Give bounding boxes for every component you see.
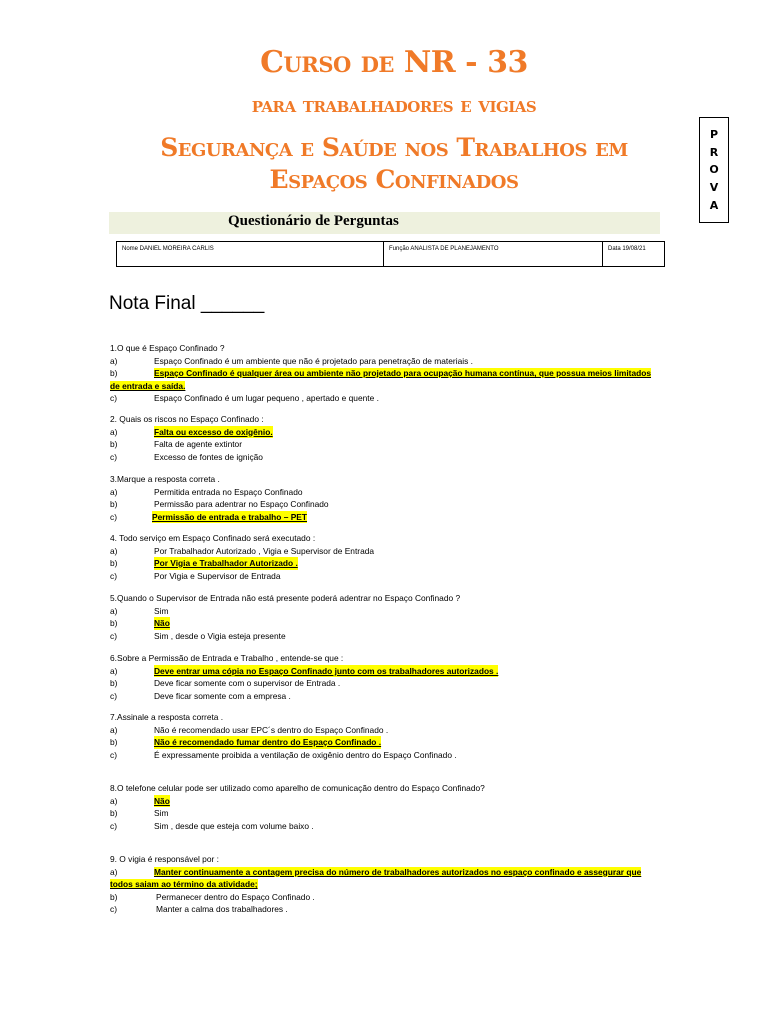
question-9 <box>110 853 670 916</box>
answer-option-correct <box>110 557 670 570</box>
option-label: a) <box>110 795 118 806</box>
option-label: b) <box>110 558 118 568</box>
question-text: 5.Quando o Supervisor de Entrada não está presente poderá adentrar no Espaço Confinado ? <box>110 593 461 603</box>
option-label: c) <box>110 690 117 701</box>
answer-option <box>110 605 670 618</box>
option-text: Deve entrar uma cópia no Espaço Confinado junto com os trabalhadores autorizados . <box>154 665 499 676</box>
answer-option <box>110 451 670 464</box>
option-text: Não <box>154 618 170 628</box>
option-label: a) <box>110 545 118 556</box>
option-text: Por Vigia e Trabalhador Autorizado . <box>154 558 298 568</box>
option-text: Espaço Confinado é um lugar pequeno , apertado e quente . <box>154 393 379 403</box>
option-text: Espaço Confinado é um ambiente que não é projetado para penetração de materiais . <box>154 355 473 366</box>
answer-option-correct <box>110 426 670 439</box>
option-label: c) <box>110 630 117 641</box>
question-7 <box>110 711 670 761</box>
option-text: É expressamente proibida a ventilação de oxigênio dentro do Espaço Confinado . <box>154 749 457 760</box>
answer-option <box>110 677 670 690</box>
option-label: a) <box>110 486 118 497</box>
answer-option <box>110 486 670 499</box>
answer-option-correct <box>110 367 670 392</box>
option-label: b) <box>110 618 118 628</box>
question-5 <box>110 592 670 642</box>
answer-option <box>110 438 670 451</box>
answer-option-correct <box>110 866 670 891</box>
option-label: c) <box>110 749 117 760</box>
option-label: b) <box>110 499 118 509</box>
option-text: Espaço Confinado é qualquer área ou ambiente não projetado para ocupação humana contínua, que possua meios limitados de entrada e saída. <box>110 368 652 391</box>
question-8 <box>110 782 670 832</box>
option-text: Não é recomendado fumar dentro do Espaço Confinado . <box>154 737 382 747</box>
question-text: 3.Marque a resposta correta . <box>110 474 220 484</box>
option-label: a) <box>110 866 118 877</box>
answer-option <box>110 498 670 511</box>
option-label: b) <box>110 678 118 688</box>
answer-option-correct <box>110 617 670 630</box>
option-label: b) <box>110 368 118 378</box>
question-text: 6.Sobre a Permissão de Entrada e Trabalho , entende-se que : <box>110 653 344 663</box>
option-text: Sim <box>154 808 169 818</box>
answer-option <box>110 903 670 916</box>
option-label: c) <box>110 451 117 462</box>
question-1 <box>110 342 670 405</box>
option-text: Permissão para adentrar no Espaço Confinado <box>154 499 329 509</box>
option-label: b) <box>110 891 118 902</box>
option-text: Por Vigia e Supervisor de Entrada <box>154 570 281 581</box>
date-field: Data 19/08/21 <box>602 242 664 266</box>
option-text: Deve ficar somente com o supervisor de Entrada . <box>154 678 341 688</box>
option-text: Permitida entrada no Espaço Confinado <box>154 486 303 497</box>
prova-letter: V <box>709 181 719 195</box>
option-label: a) <box>110 426 118 437</box>
option-text: Sim , desde o Vigia esteja presente <box>154 630 286 641</box>
option-label: a) <box>110 724 118 735</box>
option-text: Sim <box>154 605 169 616</box>
option-label: b) <box>110 737 118 747</box>
question-text: 4. Todo serviço em Espaço Confinado será executado : <box>110 533 316 543</box>
answer-option-correct <box>110 795 670 808</box>
answer-option-correct <box>110 511 670 524</box>
course-subtitle: para trabalhadores e vigias <box>251 92 537 118</box>
option-text: Deve ficar somente com a empresa . <box>154 690 291 701</box>
course-title: Curso de NR - 33 <box>260 45 528 80</box>
option-label: c) <box>110 820 117 831</box>
option-text: Falta de agente extintor <box>154 439 242 449</box>
option-text: Não <box>154 795 170 806</box>
option-label: c) <box>110 904 117 914</box>
prova-letter: R <box>709 145 719 159</box>
option-label: a) <box>110 605 118 616</box>
question-3 <box>110 473 670 523</box>
option-text: Permanecer dentro do Espaço Confinado . <box>156 891 315 902</box>
option-label: b) <box>110 808 118 818</box>
questionnaire-title: Questionário de Perguntas <box>228 213 399 229</box>
option-label: b) <box>110 439 118 449</box>
answer-option <box>110 749 670 762</box>
question-text: 8.O telefone celular pode ser utilizado como aparelho de comunicação dentro do Espaço Confinado? <box>110 783 485 793</box>
name-field: Nome DANIEL MOREIRA CARLIS <box>122 246 214 252</box>
answer-option <box>110 690 670 703</box>
question-6 <box>110 652 670 702</box>
answer-option <box>110 570 670 583</box>
answer-option <box>110 724 670 737</box>
answer-option-correct <box>110 736 670 749</box>
answer-option <box>110 820 670 833</box>
option-text: Manter a calma dos trabalhadores . <box>156 904 288 914</box>
option-text: Excesso de fontes de ignição <box>154 451 263 462</box>
answer-option <box>110 630 670 643</box>
option-text: Falta ou excesso de oxigênio. <box>154 426 273 437</box>
prova-letter: O <box>709 163 719 177</box>
option-text: Permissão de entrada e trabalho – PET <box>152 511 307 522</box>
course-topic-line2: Espaços Confinados <box>269 165 519 194</box>
option-label: a) <box>110 355 118 366</box>
prova-letter: A <box>709 199 719 213</box>
question-text: 1.O que é Espaço Confinado ? <box>110 343 225 353</box>
question-text: 2. Quais os riscos no Espaço Confinado : <box>110 414 264 424</box>
prova-label-box <box>699 117 729 223</box>
question-2 <box>110 413 670 463</box>
answer-option <box>110 392 670 405</box>
question-text: 9. O vigia é responsável por : <box>110 854 219 864</box>
option-text: Não é recomendado usar EPC´s dentro do Espaço Confinado . <box>154 724 389 735</box>
option-text: Sim , desde que esteja com volume baixo . <box>154 820 314 831</box>
answer-option <box>110 807 670 820</box>
answer-option <box>110 891 670 904</box>
participant-info-table <box>116 241 665 267</box>
question-4 <box>110 532 670 582</box>
option-label: c) <box>110 570 117 581</box>
option-label: a) <box>110 665 118 676</box>
final-grade-line: Nota Final ______ <box>109 293 265 314</box>
prova-letter: P <box>709 127 719 141</box>
function-field: Função ANALISTA DE PLANEJAMENTO <box>383 242 602 266</box>
option-label: c) <box>110 393 117 403</box>
questionnaire-banner <box>109 212 660 234</box>
question-text: 7.Assinale a resposta correta . <box>110 712 224 722</box>
answer-option <box>110 545 670 558</box>
answer-option <box>110 355 670 368</box>
option-text: Por Trabalhador Autorizado , Vigia e Supervisor de Entrada <box>154 545 375 556</box>
option-text: Manter continuamente a contagem precisa do número de trabalhadores autorizados no espaço confinado e assegurar que todos saiam ao término da atividade; <box>110 866 642 889</box>
answer-option-correct <box>110 665 670 678</box>
option-label: c) <box>110 511 117 522</box>
course-topic-line1: Segurança e Saúde nos Trabalhos em <box>160 133 628 162</box>
